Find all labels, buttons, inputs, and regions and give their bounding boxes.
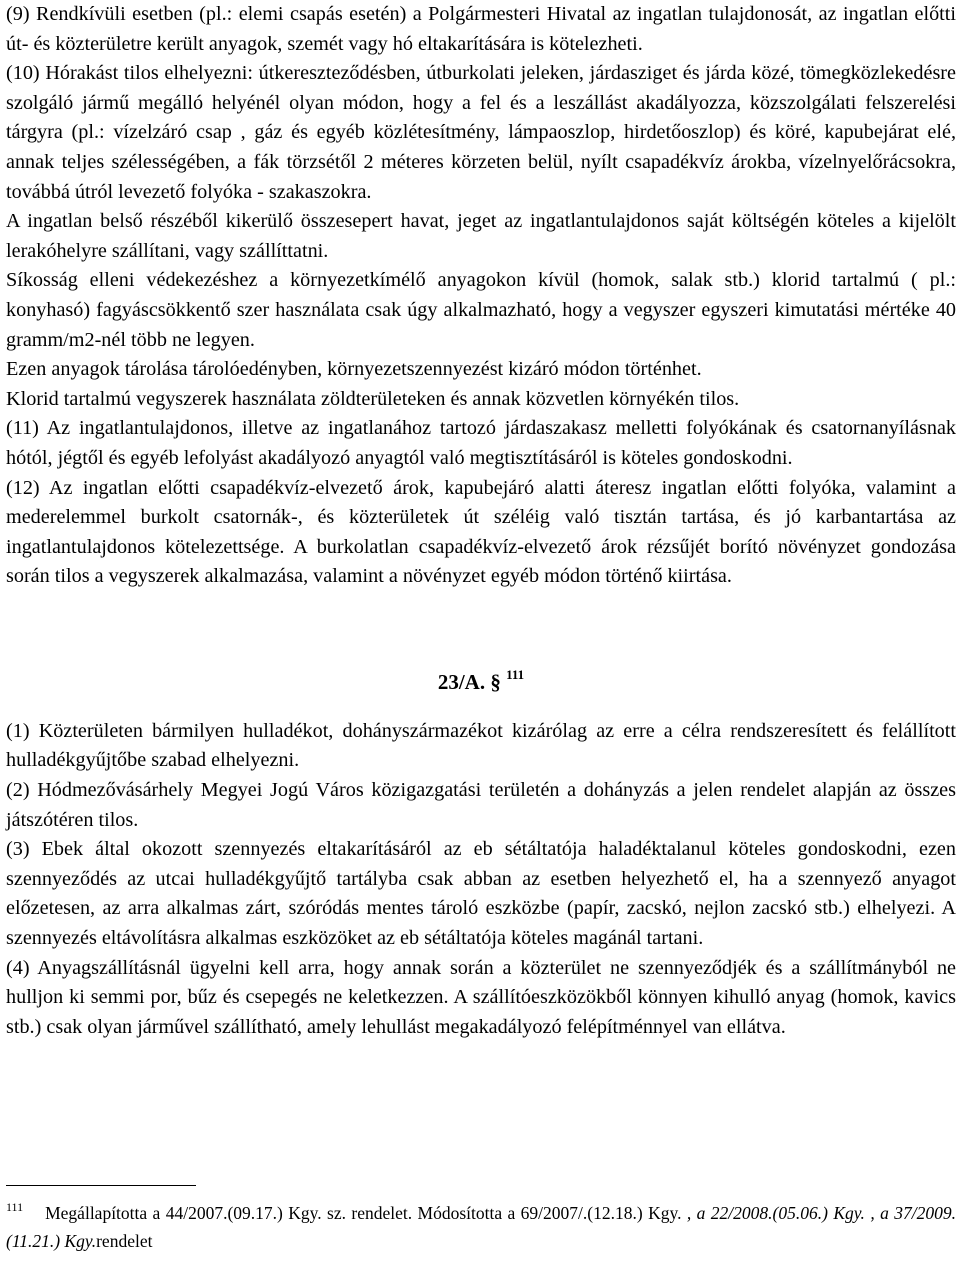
document-page [6, 0, 956, 1042]
paragraph-23a-1: (1) Közterületen bármilyen hulladékot, dohányszármazékot kizárólag az erre a célra rendszeresített és felállított hulladékgyűjtőbe szabad elhelyezni. [6, 719, 956, 772]
footnote-divider [6, 1185, 196, 1186]
paragraph-9: (9) Rendkívüli esetben (pl.: elemi csapás esetén) a Polgármesteri Hivatal az ingatlan tulajdonosát, az ingatlan előtti út- és közterületre került anyagok, szemét vagy hó eltakarítására is kötelezheti. [6, 3, 956, 55]
footnote [6, 1193, 956, 1255]
footnote-text: Megállapította a 44/2007.(09.17.) Kgy. sz. rendelet. Módosította a 69/2007/.(12.18.) Kgy. [45, 1203, 687, 1223]
footnote-reference[interactable]: 111 [506, 666, 525, 682]
paragraph-10: (10) Hórakást tilos elhelyezni: útkereszteződésben, útburkolati jeleken, járdasziget és járda közé, tömegközlekedésre szolgáló jármű megálló helyénél olyan módon, hogy a fel és a leszállást akadályozza, közszolgálati felszerelési tárgyra (pl.: vízelzáró csap , gáz és egyéb közlétesítmény, lámpaoszlop, hirdetőoszlop) és köré, kapubejárat elé, annak teljes szélességében, a fák törzsétől 2 méteres körzeten belül, nyílt csapadékvíz árokba, vízelnyelőrácsokra, továbbá útról levezető folyóka - szakaszokra. [6, 62, 956, 203]
footnote-text-italic: , a 22/2008.(05.06.) Kgy. , a 37/2009.(11.21.) Kgy. [6, 1203, 956, 1251]
section-title: 23/A. § [437, 669, 501, 694]
paragraph-chloride: Klorid tartalmú vegyszerek használata zöldterületeken és annak közvetlen környékén tilos. [6, 387, 740, 410]
paragraph-storage: Ezen anyagok tárolása tárolóedényben, környezetszennyezést kizáró módon történhet. [6, 358, 702, 381]
paragraph-23a-4: (4) Anyagszállításnál ügyelni kell arra, hogy annak során a közterület ne szennyeződjék és a szállítmányból ne hulljon ki semmi por, bűz és csepegés ne keletkezzen. A szállítóeszközökből könnyen kihulló anyag (homok, kavics stb.) csak olyan járművel szállítható, amely lehullást megakadályozó felépítménnyel van ellátva. [6, 956, 956, 1038]
paragraph-11: (11) Az ingatlantulajdonos, illetve az ingatlanához tartozó járdaszakasz melletti folyókának és csatornanyílásnak hótól, jégtől és egyéb lefolyást akadályozó anyagtól való megtisztításáról is köteles gondoskodni. [6, 417, 956, 469]
footnote-text-tail: rendelet [96, 1231, 153, 1251]
paragraph-23a-3: (3) Ebek által okozott szennyezés eltakarításáról az eb sétáltatója haladéktalanul köteles gondoskodni, ezen szennyeződés az utcai hulladékgyűjtő tartályba csak abban az esetben helyezhető el, ha a szennyező anyagot előzetesen, az arra alkalmas zárt, szóródás mentes tároló eszközbe (papír, zacskó, nejlon zacskó stb.) elhelyezi. A szennyezés eltávolításra alkalmas eszközöket az eb sétáltatója köteles magánál tartani. [6, 838, 956, 950]
section-heading [6, 660, 956, 697]
paragraph-23a-2: (2) Hódmezővásárhely Megyei Jogú Város közigazgatási területén a dohányzás a jelen rendelet alapján az összes játszótéren tilos. [6, 779, 956, 831]
paragraph-anti-slip: Síkosság elleni védekezéshez a környezetkímélő anyagokon kívül (homok, salak stb.) klorid tartalmú ( pl.: konyhasó) fagyáscsökkentő szer használata csak úgy alkalmazható, hogy a vegyszer egyszeri kimutatási mértéke 40 gramm/m2-nél több ne legyen. [6, 269, 956, 351]
footnote-number: 111 [6, 1200, 24, 1214]
section-paragraphs-top [6, 0, 956, 592]
paragraph-12: (12) Az ingatlan előtti csapadékvíz-elvezető árok, kapubejáró alatti áteresz ingatlan előtti folyóka, valamint a mederelemmel burkolt csatornák-, és közterületek út széléig való tisztán tartása, és jó karbantartása az ingatlantulajdonos kötelezettsége. A burkolatlan csapadékvíz-elvezető árok rézsűjét borító növényzet gondozása során tilos a vegyszerek alkalmazása, valamint a növényzet egyéb módon történő kiirtása. [6, 476, 956, 588]
section-paragraphs-bottom [6, 717, 956, 1043]
paragraph-snow-removal: A ingatlan belső részéből kikerülő összesepert havat, jeget az ingatlantulajdonos saját költségén köteles a kijelölt lerakóhelyre szállítani, vagy szállíttatni. [6, 210, 956, 262]
